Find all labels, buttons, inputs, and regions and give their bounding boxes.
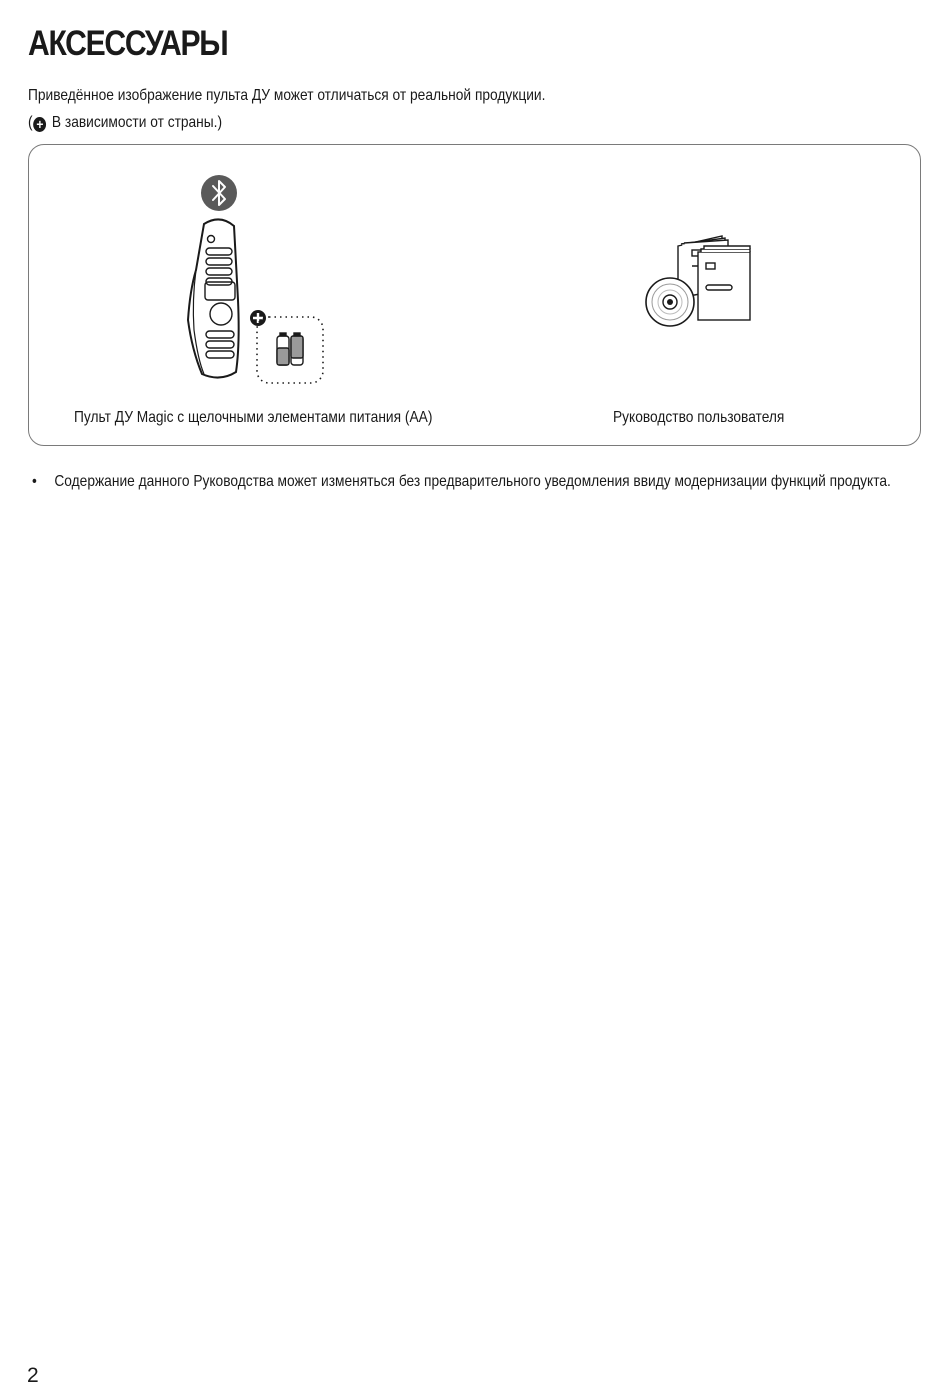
manual-caption: Руководство пользователя (613, 409, 785, 426)
cd-disc-icon (646, 278, 694, 326)
page-title: АКСЕССУАРЫ (28, 24, 228, 63)
note-item (32, 473, 891, 491)
intro-text: Приведённое изображение пульта ДУ может отличаться от реальной продукции. (28, 87, 546, 104)
page-number: 2 (27, 1364, 39, 1387)
bullet-icon: • (32, 473, 37, 490)
country-note (28, 114, 222, 132)
plus-circle-icon: + (33, 117, 46, 132)
manual-figure (640, 230, 760, 330)
country-note-text: В зависимости от страны.) (48, 114, 223, 131)
batteries-icon (277, 333, 303, 365)
accessories-box (28, 144, 921, 446)
remote-figure (180, 170, 330, 385)
country-note-open-paren: ( (28, 114, 33, 131)
bluetooth-icon (201, 175, 237, 211)
note-text: Содержание данного Руководства может изменяться без предварительного уведомления ввиду модернизации функций продукта. (54, 473, 891, 490)
remote-caption: Пульт ДУ Magic с щелочными элементами питания (AA) (74, 409, 433, 426)
remote-control-icon (188, 219, 239, 377)
